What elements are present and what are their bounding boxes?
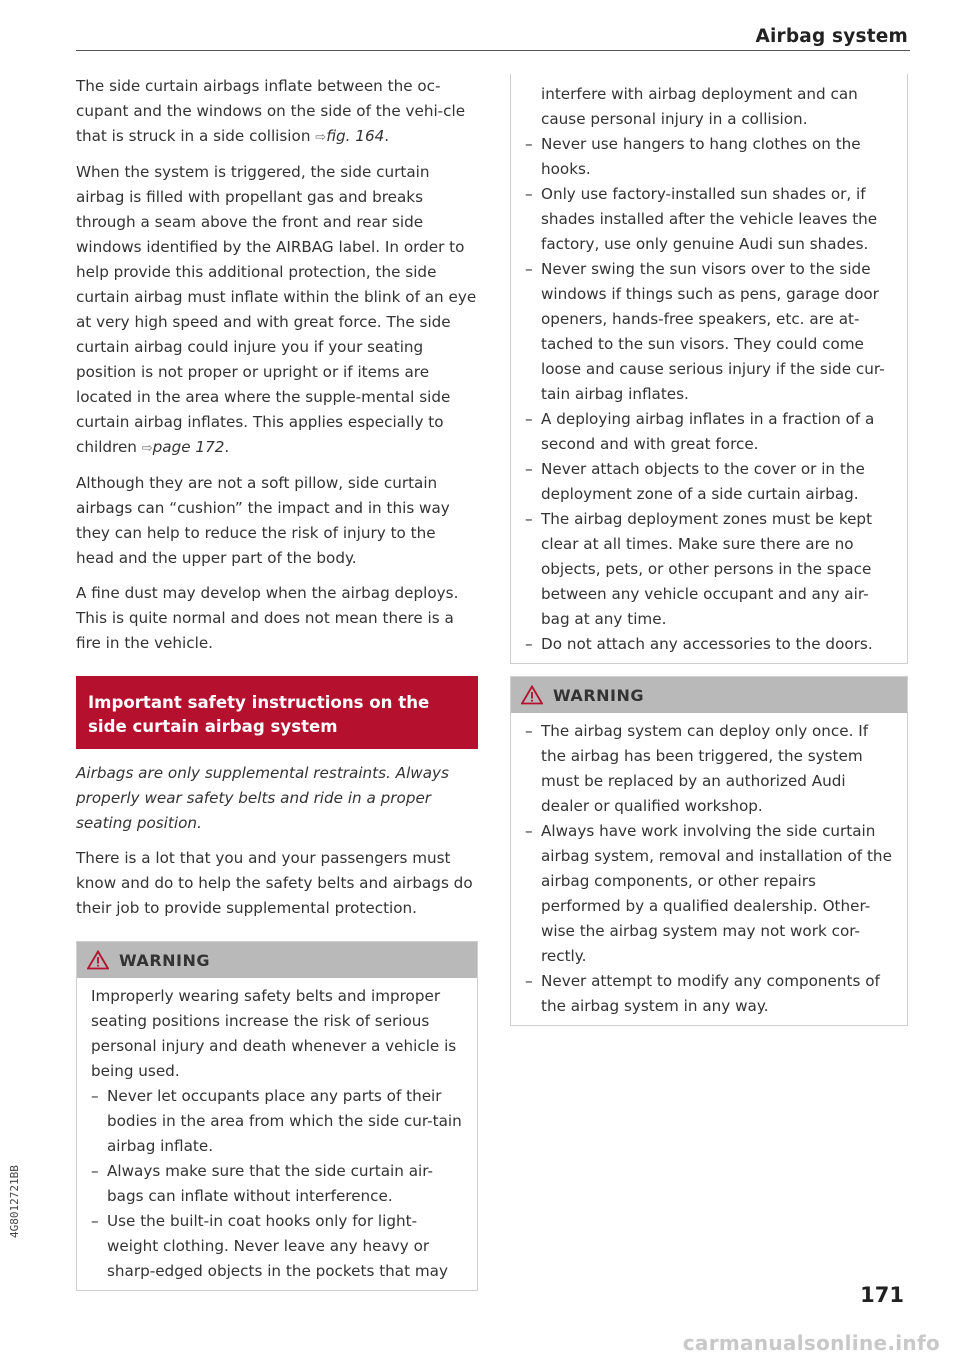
paragraph-2: When the system is triggered, the side curtain airbag is filled with propellant gas and breaks through a seam above the front and rear side windows identified by the AIRBAG label. In order to help provide this additional protection, the side curtain airbag must inflate within the blink of an eye at very high speed and with great force. The side curtain airbag could injure you if your seating position is not proper or upright or if items are located in the area where the supple-mental side curtain airbag inflates. This applies especially to children ⇨page 172.	[76, 163, 477, 456]
list-item: – Always have work involving the side curtain airbag system, removal and installation of the airbag components, or other repairs performed by a qualified dealership. Other-wise the airbag system may not work cor-rectly.	[525, 819, 893, 969]
page-number: 171	[860, 1283, 904, 1307]
warning-header	[511, 677, 907, 713]
paragraph-1: The side curtain airbags inflate between the oc-cupant and the windows on the side of the vehi-cle that is struck in a side collision ⇨fig. 164.	[76, 77, 466, 145]
continued-lead: interfere with airbag deployment and can cause personal injury in a collision.	[541, 85, 858, 128]
warning-title: WARNING	[119, 950, 210, 970]
list-item: – Never use hangers to hang clothes on the hooks.	[525, 132, 893, 182]
arrow-right-icon: ⇨	[141, 441, 153, 456]
warning-box	[510, 676, 908, 1026]
header-rule	[76, 50, 910, 51]
intro-text: Airbags are only supplemental restraints. Always properly wear safety belts and ride in a proper seating position.	[76, 764, 449, 832]
fig-reference-link[interactable]: ⇨fig. 164	[315, 127, 385, 145]
warning-triangle-icon	[521, 685, 543, 705]
warning-list	[91, 1084, 463, 1284]
right-column	[510, 74, 908, 1026]
list-item: – Never let occupants place any parts of their bodies in the area from which the side cur-tain airbag inflate.	[91, 1084, 463, 1159]
list-item: – The airbag system can deploy only once. If the airbag has been triggered, the system must be replaced by an authorized Audi dealer or qualified workshop.	[525, 719, 893, 819]
list-item: – Do not attach any accessories to the doors.	[525, 632, 893, 657]
warning-box	[76, 941, 478, 1291]
list-item: – Never swing the sun visors over to the side windows if things such as pens, garage door openers, hands-free speakers, etc. are at-tached to the sun visors. They could come loose and cause serious injury if the side cur-tain airbag inflates.	[525, 257, 893, 407]
warning-lead: Improperly wearing safety belts and improper seating positions increase the risk of serious personal injury and death whenever a vehicle is being used.	[91, 987, 457, 1080]
page-reference-link[interactable]: ⇨page 172	[141, 438, 225, 456]
paragraph-5: There is a lot that you and your passengers must know and do to help the safety belts and airbags do their job to provide supplemental protection.	[76, 849, 473, 917]
watermark: carmanualsonline.info	[682, 1331, 940, 1355]
warning-list	[525, 719, 893, 1019]
warning-triangle-icon	[87, 950, 109, 970]
section-heading: Important safety instructions on the side curtain airbag system	[76, 676, 478, 749]
warning-body	[77, 978, 477, 1290]
document-code: 4G8012721BB	[8, 1165, 21, 1238]
list-item: – Never attach objects to the cover or in the deployment zone of a side curtain airbag.	[525, 457, 893, 507]
warning-header	[77, 942, 477, 978]
section-title: Airbag system	[755, 26, 908, 47]
continued-list	[525, 132, 893, 657]
left-column	[76, 74, 478, 1291]
warning-body	[511, 713, 907, 1025]
warning-title: WARNING	[553, 685, 644, 705]
list-item: – Always make sure that the side curtain air-bags can inflate without interference.	[91, 1159, 463, 1209]
list-item: – Only use factory-installed sun shades or, if shades installed after the vehicle leaves the factory, use only genuine Audi sun shades.	[525, 182, 893, 257]
warning-continued-box	[510, 74, 908, 664]
paragraph-4: A fine dust may develop when the airbag deploys. This is quite normal and does not mean there is a fire in the vehicle.	[76, 584, 459, 652]
list-item: – Use the built-in coat hooks only for light-weight clothing. Never leave any heavy or sharp-edged objects in the pockets that may	[91, 1209, 463, 1284]
list-item: – A deploying airbag inflates in a fraction of a second and with great force.	[525, 407, 893, 457]
paragraph-3: Although they are not a soft pillow, side curtain airbags can “cushion” the impact and in this way they can help to reduce the risk of injury to the head and the upper part of the body.	[76, 474, 450, 567]
list-item: – Never attempt to modify any components of the airbag system in any way.	[525, 969, 893, 1019]
list-item: – The airbag deployment zones must be kept clear at all times. Make sure there are no objects, pets, or other persons in the space between any vehicle occupant and any air-bag at any time.	[525, 507, 893, 632]
arrow-right-icon: ⇨	[315, 130, 327, 145]
